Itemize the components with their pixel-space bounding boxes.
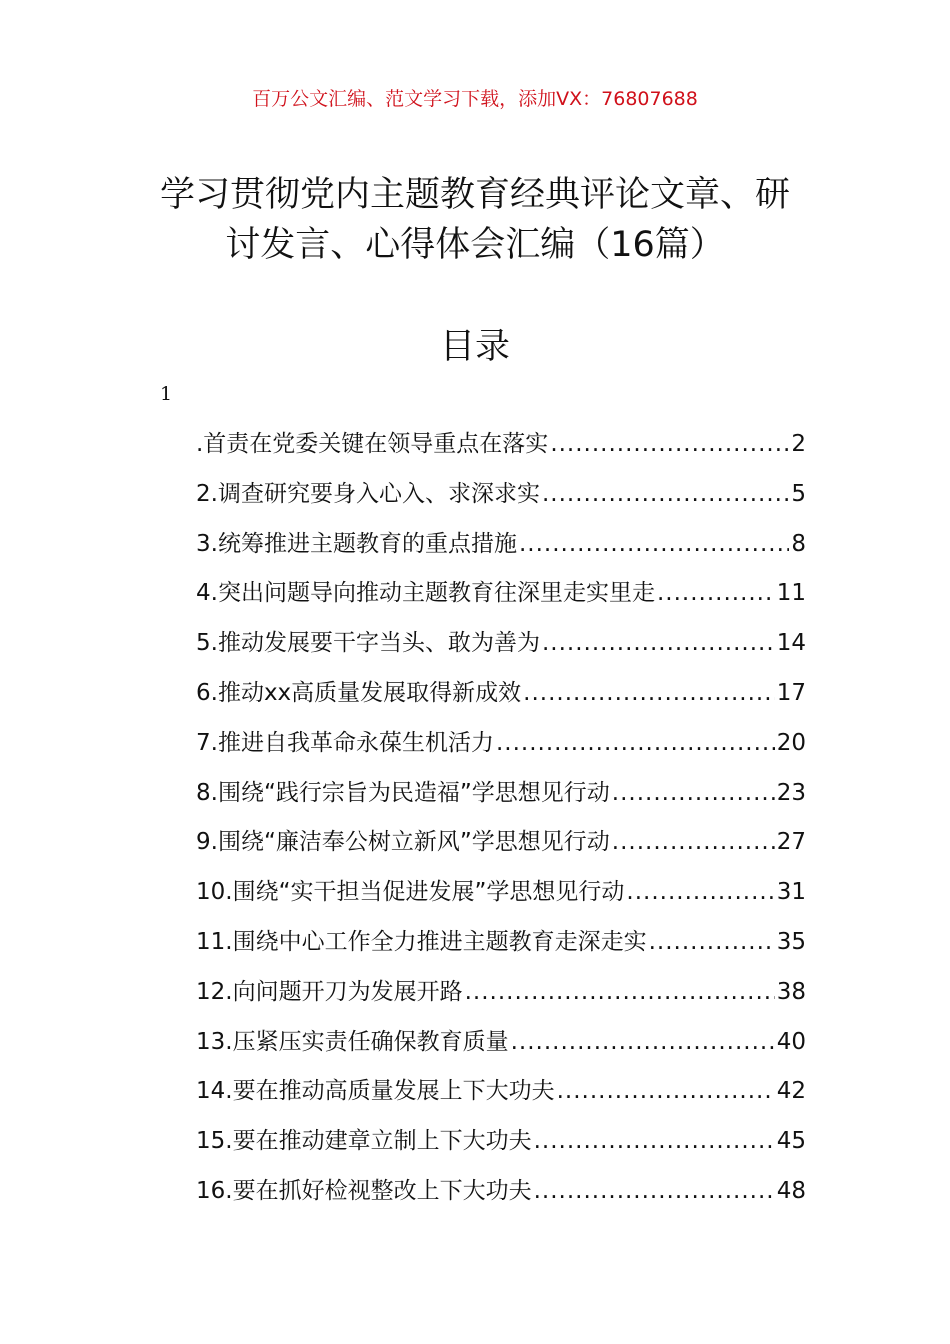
toc-dot-leader — [649, 918, 775, 968]
toc-dot-leader — [519, 520, 789, 570]
toc-entry-label: 7.推进自我革命永葆生机活力 — [196, 729, 494, 756]
toc-entry-2[interactable] — [196, 470, 806, 520]
toc-entry-label: 15.要在推动建章立制上下大功夫 — [196, 1128, 532, 1155]
toc-entry-10[interactable] — [196, 868, 806, 918]
toc-entry-label: 12.向问题开刀为发展开路 — [196, 978, 463, 1005]
toc-entry-page: 20 — [776, 729, 806, 756]
toc-entry-label: 8.围绕“践行宗旨为民造福”学思想见行动 — [196, 779, 610, 806]
toc-dot-leader — [626, 868, 774, 918]
document-title — [110, 170, 840, 270]
toc-entry-14[interactable] — [196, 1067, 806, 1117]
toc-entry-1[interactable] — [196, 420, 806, 470]
toc-entry-11[interactable] — [196, 918, 806, 968]
toc-heading: 目录 — [439, 327, 510, 367]
toc-dot-leader — [542, 470, 789, 520]
toc-entry-page: 27 — [776, 829, 806, 856]
toc-entry-page: 2 — [791, 431, 806, 457]
document-title-line-2: 讨发言、心得体会汇编（16篇） — [225, 225, 725, 265]
toc-dot-leader — [523, 669, 775, 719]
toc-dot-leader — [534, 1117, 775, 1167]
toc-entry-12[interactable] — [196, 968, 806, 1018]
toc-entry-16[interactable] — [196, 1167, 806, 1217]
toc-entry-page: 8 — [791, 530, 806, 557]
toc-entry-label: 2.调查研究要身入心入、求深求实 — [196, 480, 540, 507]
toc-entry-page: 40 — [776, 1028, 806, 1055]
toc-dot-leader — [557, 1067, 775, 1117]
toc-entry-label: .首责在党委关键在领导重点在落实 — [196, 431, 549, 457]
toc-entry-9[interactable] — [196, 818, 806, 868]
toc-entry-label: 10.围绕“实干担当促进发展”学思想见行动 — [196, 879, 625, 906]
header-watermark-note: 百万公文汇编、范文学习下载，添加VX：76807688 — [252, 88, 698, 110]
toc-entry-label: 16.要在抓好检视整改上下大功夫 — [196, 1177, 532, 1204]
toc-entry-label: 3.统筹推进主题教育的重点措施 — [196, 530, 517, 557]
toc-entry-label: 14.要在推动高质量发展上下大功夫 — [196, 1078, 555, 1105]
toc-entry-8[interactable] — [196, 769, 806, 819]
toc-entry-page: 38 — [776, 978, 806, 1005]
toc-entry-4[interactable] — [196, 569, 806, 619]
toc-dot-leader — [612, 818, 775, 868]
toc-dot-leader — [534, 1167, 775, 1217]
toc-entry-3[interactable] — [196, 520, 806, 570]
toc-entry-label: 5.推动发展要干字当头、敢为善为 — [196, 630, 540, 657]
toc-entry-15[interactable] — [196, 1117, 806, 1167]
toc-entry-page: 11 — [776, 580, 806, 607]
toc-entry-page: 48 — [776, 1177, 806, 1204]
toc-entry-page: 23 — [776, 779, 806, 806]
toc-entry-label: 11.围绕中心工作全力推进主题教育走深走实 — [196, 928, 647, 955]
table-of-contents — [196, 420, 806, 1217]
toc-dot-leader — [657, 569, 775, 619]
toc-dot-leader — [542, 619, 775, 669]
toc-dot-leader — [496, 719, 775, 769]
toc-entry-label: 13.压紧压实责任确保教育质量 — [196, 1028, 509, 1055]
toc-entry-label: 6.推动xx高质量发展取得新成效 — [196, 679, 522, 706]
document-title-line-1: 学习贯彻党内主题教育经典评论文章、研 — [159, 175, 790, 215]
toc-entry-13[interactable] — [196, 1018, 806, 1068]
toc-entry-page: 42 — [776, 1078, 806, 1105]
toc-entry-page: 45 — [776, 1128, 806, 1155]
toc-page-marker: 1 — [160, 383, 173, 405]
toc-entry-label: 9.围绕“廉洁奉公树立新风”学思想见行动 — [196, 829, 610, 856]
toc-entry-label: 4.突出问题导向推动主题教育往深里走实里走 — [196, 580, 655, 607]
toc-entry-page: 35 — [776, 928, 806, 955]
toc-dot-leader — [550, 420, 789, 470]
toc-entry-7[interactable] — [196, 719, 806, 769]
toc-entry-page: 14 — [776, 630, 806, 657]
toc-dot-leader — [511, 1018, 775, 1068]
toc-entry-page: 5 — [791, 480, 806, 507]
toc-dot-leader — [465, 968, 775, 1018]
toc-entry-6[interactable] — [196, 669, 806, 719]
toc-entry-page: 17 — [776, 679, 806, 706]
toc-entry-5[interactable] — [196, 619, 806, 669]
toc-entry-page: 31 — [776, 879, 806, 906]
toc-dot-leader — [612, 769, 775, 819]
